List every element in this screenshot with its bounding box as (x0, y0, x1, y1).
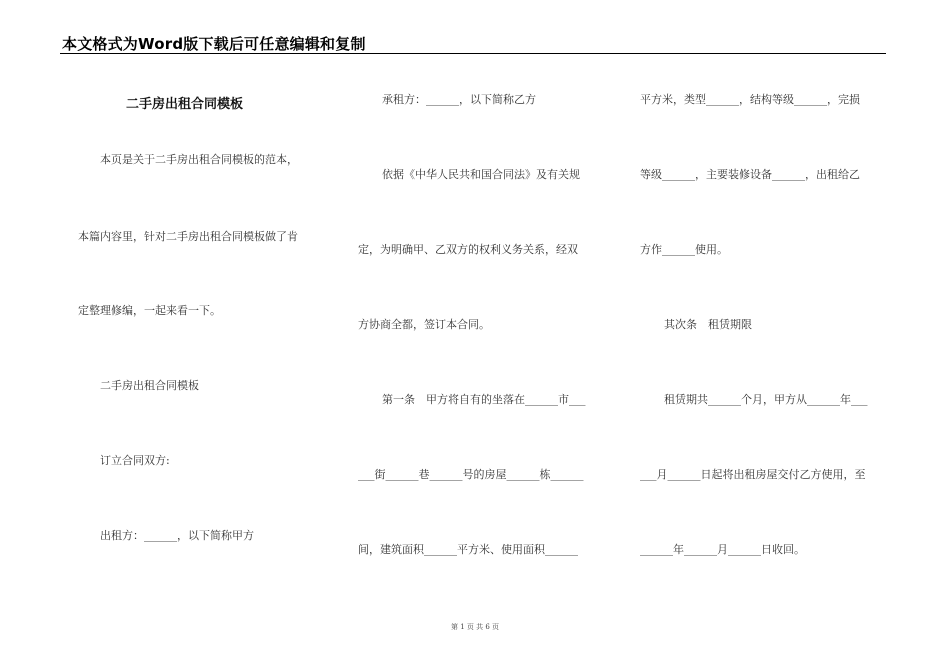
paragraph-line: 其次条 租赁期限 (664, 318, 752, 331)
paragraph-line: ______年______月______日收回。 (640, 543, 805, 556)
paragraph-line: ___街______巷______号的房屋______栋______ (358, 468, 584, 481)
paragraph-line: 第一条 甲方将自有的坐落在______市___ (382, 393, 586, 406)
paragraph-line: 方作______使用。 (640, 243, 728, 256)
header-rule (60, 53, 886, 54)
paragraph-line: 间，建筑面积______平方米、使用面积______ (358, 543, 578, 556)
paragraph-line: 依据《中华人民共和国合同法》及有关规 (382, 168, 580, 181)
paragraph-line: 订立合同双方: (100, 454, 170, 467)
paragraph-line: 出租方：______，以下简称甲方 (100, 529, 254, 542)
paragraph-line: 承租方：______，以下简称乙方 (382, 93, 536, 106)
paragraph-line: 定整理修编，一起来看一下。 (78, 304, 221, 317)
document-title: 二手房出租合同模板 (126, 97, 244, 112)
paragraph-line: 本篇内容里，针对二手房出租合同模板做了肯 (78, 230, 298, 243)
paragraph-line: 本页是关于二手房出租合同模板的范本， (100, 153, 298, 166)
header-title: 本文格式为Word版下载后可任意编辑和复制 (62, 35, 366, 53)
paragraph-line: 定，为明确甲、乙双方的权利义务关系，经双 (358, 243, 578, 256)
paragraph-line: 方协商全都，签订本合同。 (358, 318, 490, 331)
paragraph-line: 平方米，类型______，结构等级______，完损 (640, 93, 860, 106)
paragraph-line: 租赁期共______个月，甲方从______年___ (664, 393, 868, 406)
paragraph-line: 二手房出租合同模板 (100, 379, 199, 392)
paragraph-line: ___月______日起将出租房屋交付乙方使用，至 (640, 468, 866, 481)
paragraph-line: 等级______，主要装修设备______，出租给乙 (640, 168, 860, 181)
page-indicator: 第 1 页 共 6 页 (450, 623, 500, 631)
